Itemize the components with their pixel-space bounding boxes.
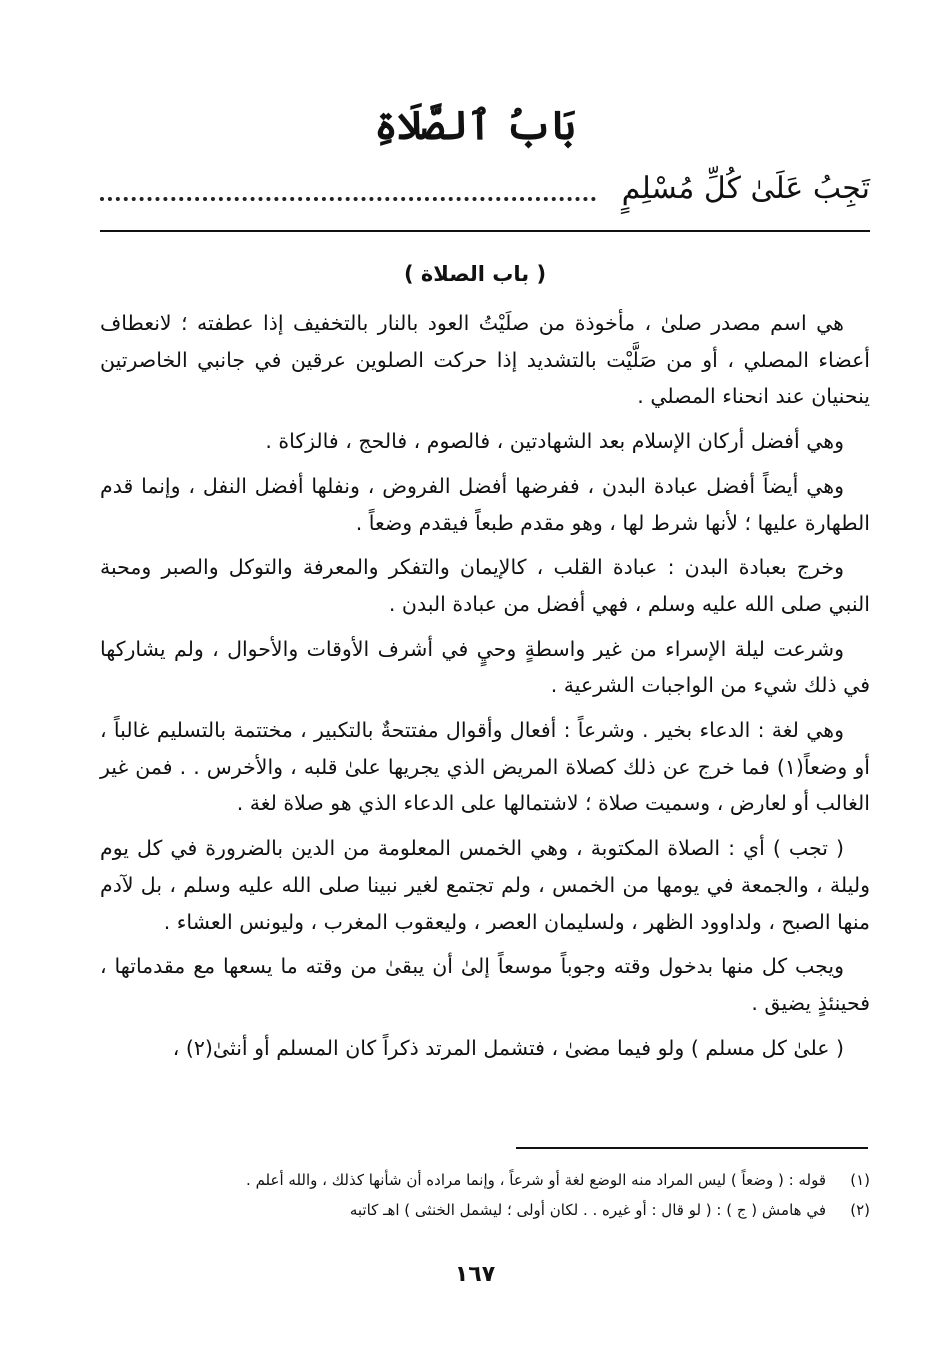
paragraph: وشرعت ليلة الإسراء من غير واسطةٍ وحيٍ في أشرف الأوقات والأحوال ، ولم يشاركها في ذلك شيء من الواجبات الشرعية . [100,636,870,698]
commentary-body [100,305,870,1074]
paragraph: ( تجب ) أي : الصلاة المكتوبة ، وهي الخمس المعلومة من الدين بالضرورة في كل يوم وليلة ، والجمعة في يومها من الخمس ، ولم تجتمع لغير نبينا صلى الله عليه وسلم ، بل لآدم منها الصبح ، ولداوود الظهر ، ولسليمان العصر ، وليعقوب المغرب ، وليونس العشاء . [100,836,870,934]
matn-separator-rule [100,230,870,232]
paragraph: ويجب كل منها بدخول وقته وجوباً موسعاً إلىٰ أن يبقىٰ من وقته ما يسعها مع مقدماتها ، فحينئذٍ يضيق . [100,954,870,1015]
footnote [100,1165,870,1195]
footnote-text: قوله : ( وضعاً ) ليس المراد منه الوضع لغة أو شرعاً ، وإنما مراده أن شأنها كذلك ، والله أعلم . [246,1171,826,1189]
footnote-number: (٢) [850,1201,870,1219]
dotted-leader [100,197,596,201]
matn-line [100,160,870,216]
paragraph: هي اسم مصدر صلىٰ ، مأخوذة من صلَيْتُ العود بالنار بالتخفيف إذا عطفته ؛ لانعطاف أعضاء المصلي ، أو من صَلَّيْت بالتشديد إذا حركت الصلوين عرقين في جانبي الخاصرتين ينحنيان عند انحناء المصلي . [100,311,870,409]
paragraph: وهي أفضل أركان الإسلام بعد الشهادتين ، فالصوم ، فالحج ، فالزكاة . [265,429,844,454]
footnotes [100,1165,870,1225]
paragraph: وهي أيضاً أفضل عبادة البدن ، ففرضها أفضل الفروض ، ونفلها أفضل النفل ، وإنما قدم الطهارة عليها ؛ لأنها شرط لها ، وهو مقدم طبعاً فيقدم وضعاً . [100,473,870,535]
paragraph: وهي لغة : الدعاء بخير . وشرعاً : أفعال وأقوال مفتتحةٌ بالتكبير ، مختتمة بالتسليم غالباً ، أو وضعاً(١) فما خرج عن ذلك كصلاة المريض الذي يجريها علىٰ قلبه ، والأخرس . . فمن غير الغالب أو لعارض ، وسميت صلاة ؛ لاشتمالها على الدعاء الذي هو صلاة لغة . [100,718,870,816]
paragraph: وخرج بعبادة البدن : عبادة القلب ، كالإيمان والتفكر والمعرفة والتوكل والصبر ومحبة النبي صلى الله عليه وسلم ، فهي أفضل من عبادة البدن . [100,555,870,616]
footnote-separator-rule [516,1147,868,1149]
section-heading: ( باب الصلاة ) [403,262,547,286]
paragraph: ( علىٰ كل مسلم ) ولو فيما مضىٰ ، فتشمل المرتد ذكراً كان المسلم أو أنثىٰ(٢) ، [172,1035,844,1060]
matn-text: تَجِبُ عَلَىٰ كُلِّ مُسْلِمٍ [621,170,870,206]
footnote-text: في هامش ( ج ) : ( لو قال : أو غيره . . لكان أولى ؛ ليشمل الخنثى ) اهـ كاتبه [349,1201,826,1219]
chapter-title: بَابُ ٱلصَّلَاةِ [374,102,576,149]
footnote-number: (١) [850,1171,870,1189]
footnote [100,1195,870,1225]
page-number: ١٦٧ [454,1262,496,1287]
